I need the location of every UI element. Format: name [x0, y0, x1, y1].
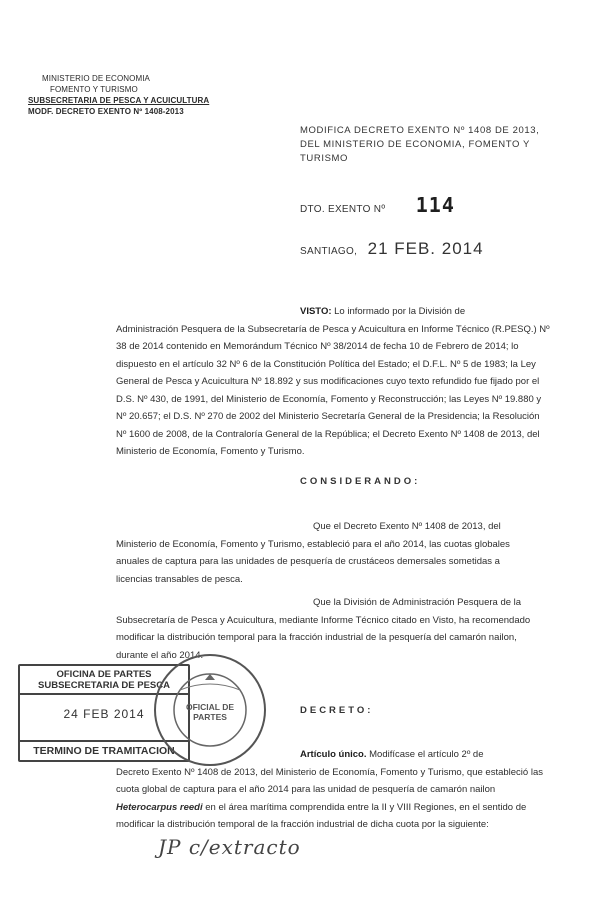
header-ministry-sub: FOMENTO Y TURISMO — [50, 85, 138, 94]
visto-line-2: 38 de 2014 contenido en Memorándum Técnico Nº 38/2014 de fecha 10 de Febrero de 2014; lo — [116, 341, 519, 352]
header-ministry: MINISTERIO DE ECONOMIA — [42, 74, 150, 83]
decree-title — [300, 124, 590, 166]
visto-label: VISTO: — [300, 306, 332, 317]
articulo-line-0: Modifícase el artículo 2º de — [369, 749, 484, 760]
title-line-1: MODIFICA DECRETO EXENTO Nº 1408 DE 2013, — [300, 125, 540, 136]
considerando-heading: CONSIDERANDO: — [300, 476, 421, 487]
decree-number: 114 — [415, 193, 455, 217]
visto-line-6: Nº 20.657; el D.S. Nº 270 de 2002 del Ministerio Secretaría General de la Presidencia; la Resolución — [116, 411, 540, 422]
title-line-3: TURISMO — [300, 153, 349, 164]
considerando-p2-line-0: Que la División de Administración Pesquera de la — [313, 597, 522, 608]
seal-text: OFICIAL DE PARTES — [185, 702, 234, 722]
visto-section — [116, 303, 586, 461]
considerando-p2-line-2: modificar la distribución temporal para la fracción industrial de la pesquería del camarón nailon, — [116, 632, 517, 643]
visto-line-0: Lo informado por la División de — [334, 306, 466, 317]
articulo-line-2: cuota global de captura para el año 2014 para las unidad de pesquería de camarón nailon — [116, 784, 496, 795]
considerando-p1-line-1: Ministerio de Economía, Fomento y Turismo, estableció para el año 2014, las cuotas globales — [116, 538, 510, 550]
visto-line-8: Ministerio de Economía, Fomento y Turismo. — [116, 446, 305, 457]
header-block — [28, 73, 213, 117]
considerando-p1-line-0: Que el Decreto Exento Nº 1408 de 2013, del — [313, 521, 501, 532]
articulo-label: Artículo único. — [300, 749, 367, 760]
visto-line-3: dispuesto en el artículo 32 Nº 6 de la Constitución Política del Estado; el D.F.L. Nº 5 de 1983; la Ley — [116, 358, 536, 370]
stamp-office: OFICINA DE PARTES — [56, 669, 152, 680]
visto-line-4: General de Pesca y Acuicultura Nº 18.892 y sus modificaciones cuyo texto refundido fue fijado por el — [116, 376, 540, 387]
header-subsecretaria: SUBSECRETARIA DE PESCA Y ACUICULTURA — [28, 96, 210, 105]
considerando-p2-line-1: Subsecretaría de Pesca y Acuicultura, mediante Informe Técnico citado en Visto, ha recomendado — [116, 614, 531, 626]
considerando-p2-line-3: durante el año 2014. — [116, 649, 204, 661]
decree-number-label: DTO. EXENTO Nº — [300, 204, 386, 215]
considerando-p1-line-3: licencias transables de pesca. — [116, 573, 243, 585]
articulo-line-4: modificar la distribución temporal de la fracción industrial de dicha cuota por la siguiente: — [116, 819, 489, 830]
articulo-line-3-rest: en el área marítima comprendida entre la II y VIII Regiones, en el sentido de — [202, 801, 527, 813]
articulo-line-1: Decreto Exento Nº 1408 de 2013, del Ministerio de Economía, Fomento y Turismo, que estableció las — [116, 766, 543, 778]
stamp-footer: TERMINO DE TRAMITACION — [20, 740, 188, 760]
decree-number-row — [300, 193, 590, 217]
decree-date-row — [300, 239, 590, 259]
title-line-2: DEL MINISTERIO DE ECONOMIA, FOMENTO Y — [300, 139, 530, 150]
articulo-species: Heterocarpus reedi — [116, 801, 203, 813]
considerando-p1-line-2: anuales de captura para las unidades de pesquería de crustáceos demersales sometidas a — [116, 556, 500, 567]
handwritten-note: JP c/extracto — [158, 835, 301, 859]
articulo-section — [116, 746, 586, 834]
decree-city: SANTIAGO, — [300, 246, 358, 257]
visto-line-7: Nº 1600 de 2008, de la Contraloría General de la República; el Decreto Exento Nº 1408 de 2013, del — [116, 428, 540, 440]
stamp-office-sub: SUBSECRETARIA DE PESCA — [20, 680, 188, 695]
visto-line-1: Administración Pesquera de la Subsecretaría de Pesca y Acuicultura en Informe Técnico (R.PESQ.) Nº — [116, 323, 550, 335]
decree-date: 21 FEB. 2014 — [367, 239, 484, 258]
stamp-date: 24 FEB 2014 — [63, 707, 145, 721]
decreto-heading: DECRETO: — [300, 705, 374, 716]
considerando-p1 — [116, 518, 586, 588]
visto-line-5: D.S. Nº 430, de 1991, del Ministerio de Economía, Fomento y Reconstrucción; las Leyes Nº 19.880 y — [116, 393, 542, 405]
header-ref: MODF. DECRETO EXENTO Nº 1408-2013 — [28, 107, 184, 116]
